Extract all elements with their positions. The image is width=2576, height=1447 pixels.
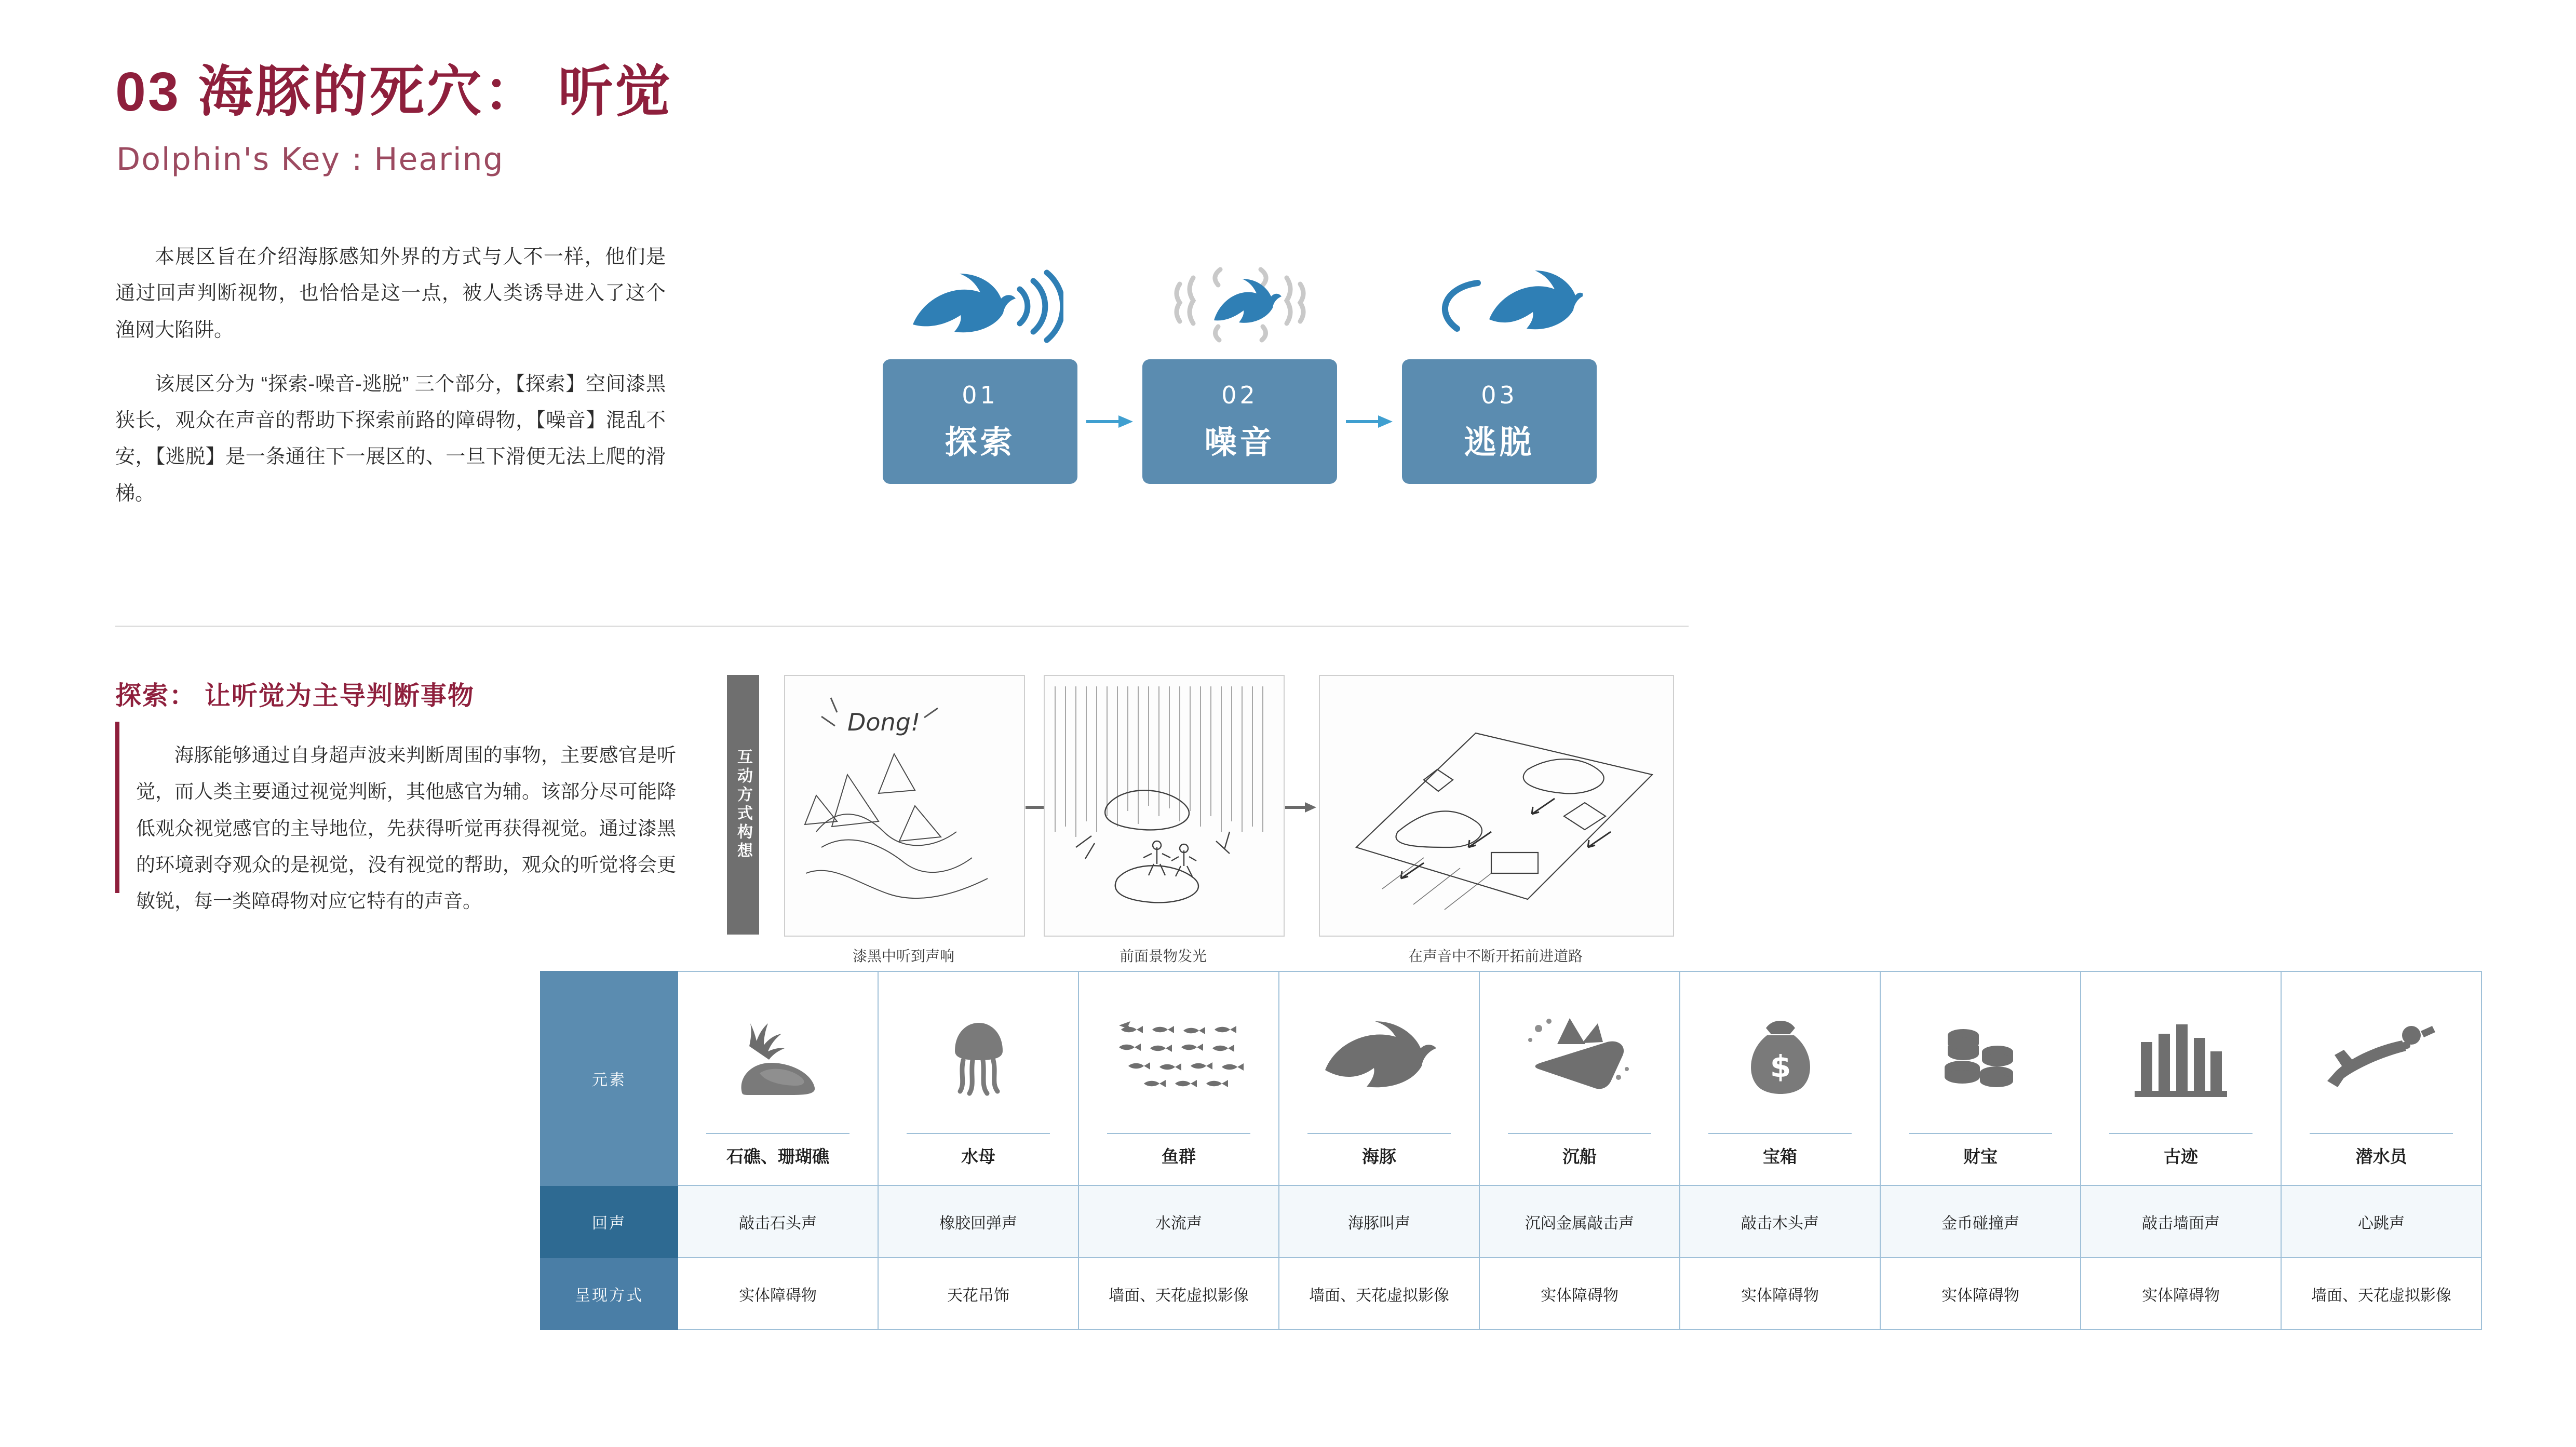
- flow-step-3[interactable]: [1402, 359, 1597, 484]
- table-cell-element-8: [2081, 971, 2281, 1185]
- section-divider: [115, 626, 1689, 627]
- table-cell-form-7: 实体障碍物: [1880, 1257, 2081, 1330]
- table-cell-element-4: [1279, 971, 1479, 1185]
- table-cell-element-3: [1078, 971, 1279, 1185]
- element-name-5: 沉船: [1562, 1147, 1597, 1166]
- flow-step-3-label: 逃脱: [1464, 424, 1535, 461]
- sketch-caption-3: 在声音中不断开拓前进道路: [1408, 948, 1583, 964]
- element-name-6: 宝箱: [1763, 1147, 1797, 1166]
- page-title: 03 海豚的死穴： 听觉: [115, 61, 672, 123]
- flow-step-2[interactable]: [1142, 359, 1337, 484]
- treasure-bag-icon: [1680, 980, 1880, 1133]
- element-divider: [2109, 1133, 2253, 1134]
- table-cell-element-9: [2281, 971, 2481, 1185]
- table-row-elements: [541, 971, 2481, 1185]
- table-cell-echo-3: 水流声: [1078, 1185, 1279, 1257]
- table-cell-echo-1: 敲击石头声: [678, 1185, 878, 1257]
- element-divider: [706, 1133, 849, 1134]
- table-cell-form-2: 天花吊饰: [878, 1257, 1078, 1330]
- element-divider: [907, 1133, 1050, 1134]
- dolphin-noise-icon: [1142, 260, 1337, 353]
- table-cell-echo-7: 金币碰撞声: [1880, 1185, 2081, 1257]
- rock-coral-icon: [678, 980, 878, 1133]
- intro-text: [115, 239, 666, 530]
- table-cell-element-2: [878, 971, 1078, 1185]
- page-subtitle: Dolphin's Key : Hearing: [116, 141, 504, 178]
- table-cell-echo-8: 敲击墙面声: [2081, 1185, 2281, 1257]
- fish-school-icon: [1079, 980, 1278, 1133]
- table-cell-form-9: 墙面、天花虚拟影像: [2281, 1257, 2481, 1330]
- table-cell-element-6: [1680, 971, 1880, 1185]
- table-cell-element-1: [678, 971, 878, 1185]
- interaction-concept-label: 互动方式构想: [727, 675, 759, 935]
- table-cell-echo-9: 心跳声: [2281, 1185, 2481, 1257]
- element-divider: [1909, 1133, 2052, 1134]
- intro-paragraph-1: 本展区旨在介绍海豚感知外界的方式与人不一样，他们是通过回声判断视物，也恰恰是这一点，被人类诱导进入了这个渔网大陷阱。: [115, 246, 666, 341]
- table-cell-echo-6: 敲击木头声: [1680, 1185, 1880, 1257]
- table-cell-form-3: 墙面、天花虚拟影像: [1078, 1257, 1279, 1330]
- element-name-7: 财宝: [1963, 1147, 1998, 1166]
- element-divider: [2310, 1133, 2453, 1134]
- element-divider: [1708, 1133, 1852, 1134]
- shipwreck-icon: [1480, 980, 1679, 1133]
- flow-arrow-1-icon: [1086, 415, 1133, 428]
- intro-paragraph-2: 该展区分为 “探索-噪音-逃脱” 三个部分，【探索】空间漆黑狭长，观众在声音的帮助下探索前路的障碍物，【噪音】混乱不安，【逃脱】是一条通往下一展区的、一旦下滑便无法上爬的滑梯。: [115, 373, 666, 505]
- sketch-image-2: [1044, 675, 1285, 937]
- element-divider: [1307, 1133, 1451, 1134]
- table-cell-element-5: [1479, 971, 1680, 1185]
- sketch-caption-2: 前面景物发光: [1119, 948, 1207, 964]
- flow-step-2-number: 02: [1221, 381, 1258, 409]
- table-cell-element-7: [1880, 971, 2081, 1185]
- dolphin-icon: [1279, 980, 1479, 1133]
- element-name-2: 水母: [961, 1147, 995, 1166]
- table-cell-echo-2: 橡胶回弹声: [878, 1185, 1078, 1257]
- section-title: 探索： 让听觉为主导判断事物: [115, 681, 475, 710]
- element-name-4: 海豚: [1362, 1147, 1396, 1166]
- flow-arrow-2-icon: [1346, 415, 1393, 428]
- table-cell-echo-4: 海豚叫声: [1279, 1185, 1479, 1257]
- elements-table: [540, 971, 2482, 1330]
- table-cell-form-1: 实体障碍物: [678, 1257, 878, 1330]
- element-divider: [1508, 1133, 1651, 1134]
- table-cell-form-6: 实体障碍物: [1680, 1257, 1880, 1330]
- section-paragraph: 海豚能够通过自身超声波来判断周围的事物，主要感官是听觉，而人类主要通过视觉判断，其他感官为辅。该部分尽可能降低观众视觉感官的主导地位，先获得听觉再获得视觉。通过漆黑的环境剥夺观众的是视觉，没有视觉的帮助，观众的听觉将会更敏锐，每一类障碍物对应它特有的声音。: [136, 745, 676, 912]
- sketch-image-3: [1319, 675, 1674, 937]
- flow-step-2-label: 噪音: [1204, 424, 1275, 461]
- sketch-image-1: [784, 675, 1025, 937]
- flow-step-1-number: 01: [962, 381, 999, 409]
- jellyfish-icon: [879, 980, 1078, 1133]
- section-body: [136, 737, 676, 919]
- row-label-element: 元素: [541, 971, 678, 1185]
- table-row-echo: [541, 1185, 2481, 1257]
- element-name-3: 鱼群: [1162, 1147, 1196, 1166]
- sketch-arrow-2-icon: [1285, 802, 1316, 813]
- ruins-icon: [2081, 980, 2281, 1133]
- diver-icon: [2282, 980, 2481, 1133]
- dolphin-escape-icon: [1402, 260, 1597, 353]
- table-row-form: [541, 1257, 2481, 1330]
- coins-icon: [1881, 980, 2080, 1133]
- element-name-9: 潜水员: [2355, 1147, 2407, 1166]
- flow-diagram: [883, 244, 1620, 504]
- table-cell-echo-5: 沉闷金属敲击声: [1479, 1185, 1680, 1257]
- flow-step-3-number: 03: [1481, 381, 1518, 409]
- element-name-8: 古迹: [2164, 1147, 2198, 1166]
- sketch-note-1: Dong!: [847, 708, 921, 736]
- table-cell-form-8: 实体障碍物: [2081, 1257, 2281, 1330]
- flow-step-1-label: 探索: [945, 424, 1016, 461]
- element-divider: [1107, 1133, 1250, 1134]
- flow-step-1[interactable]: [883, 359, 1077, 484]
- row-label-form: 呈现方式: [541, 1257, 678, 1330]
- row-label-echo: 回声: [541, 1185, 678, 1257]
- section-accent-bar: [115, 722, 119, 893]
- element-name-1: 石礁、珊瑚礁: [726, 1147, 829, 1166]
- svg-text:$: $: [1770, 1048, 1791, 1084]
- sketch-caption-1: 漆黑中听到声响: [852, 948, 954, 964]
- table-cell-form-5: 实体障碍物: [1479, 1257, 1680, 1330]
- table-cell-form-4: 墙面、天花虚拟影像: [1279, 1257, 1479, 1330]
- dolphin-sonar-icon: [883, 260, 1077, 353]
